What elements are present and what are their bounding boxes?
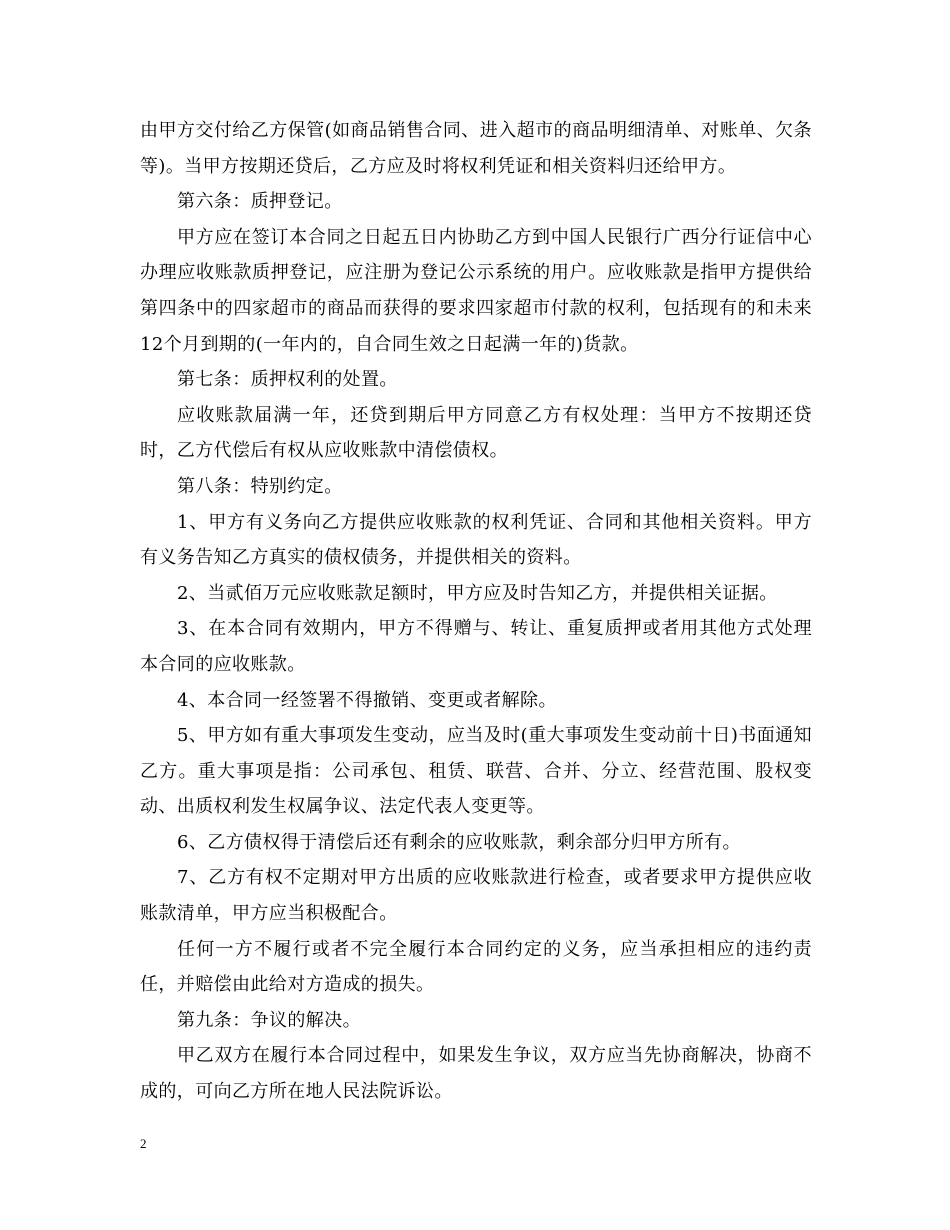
article-7-heading: 第七条：质押权利的处置。 bbox=[177, 369, 398, 391]
article-8-heading: 第八条：特别约定。 bbox=[177, 475, 343, 497]
paragraph: 甲方应在签订本合同之日起五日内协助乙方到中国人民银行广西分行证信中心办理应收账款质押登记，应注册为登记公示系统的用户。应收账款是指甲方提供给第四条中的四家超市的商品而获得的要求四家超市付款的权利，包括现有的和未来12个月到期的(一年内的，自合同生效之日起满一年的)货款。 bbox=[140, 226, 812, 355]
clause-item: 6、乙方债权得于清偿后还有剩余的应收账款，剩余部分归甲方所有。 bbox=[177, 831, 741, 853]
clause-item: 1、甲方有义务向乙方提供应收账款的权利凭证、合同和其他相关资料。甲方有义务告知乙方真实的债权债务，并提供相关的资料。 bbox=[140, 511, 812, 569]
page-number: 2 bbox=[140, 1136, 147, 1151]
article-9-heading: 第九条：争议的解决。 bbox=[177, 1009, 361, 1031]
paragraph: 任何一方不履行或者不完全履行本合同约定的义务，应当承担相应的违约责任，并赔偿由此给对方造成的损失。 bbox=[140, 938, 812, 996]
paragraph: 甲乙双方在履行本合同过程中，如果发生争议，双方应当先协商解决，协商不成的，可向乙方所在地人民法院诉讼。 bbox=[140, 1045, 812, 1103]
clause-item: 4、本合同一经签署不得撤销、变更或者解除。 bbox=[177, 689, 557, 711]
clause-item: 2、当贰佰万元应收账款足额时，甲方应及时告知乙方，并提供相关证据。 bbox=[177, 582, 778, 604]
document-body bbox=[140, 113, 812, 1110]
clause-item: 5、甲方如有重大事项发生变动，应当及时(重大事项发生变动前十日)书面通知乙方。重大事项是指：公司承包、租赁、联营、合并、分立、经营范围、股权变动、出质权利发生权属争议、法定代表人变更等。 bbox=[140, 725, 812, 818]
clause-item: 3、在本合同有效期内，甲方不得赠与、转让、重复质押或者用其他方式处理本合同的应收账款。 bbox=[140, 618, 812, 675]
paragraph: 应收账款届满一年，还贷到期后甲方同意乙方有权处理：当甲方不按期还贷时，乙方代偿后有权从应收账款中清偿债权。 bbox=[140, 404, 812, 462]
paragraph: 由甲方交付给乙方保管(如商品销售合同、进入超市的商品明细清单、对账单、欠条等)。当甲方按期还贷后，乙方应及时将权利凭证和相关资料归还给甲方。 bbox=[140, 120, 812, 177]
article-6-heading: 第六条：质押登记。 bbox=[177, 191, 343, 213]
clause-item: 7、乙方有权不定期对甲方出质的应收账款进行检查，或者要求甲方提供应收账款清单，甲方应当积极配合。 bbox=[140, 867, 812, 925]
